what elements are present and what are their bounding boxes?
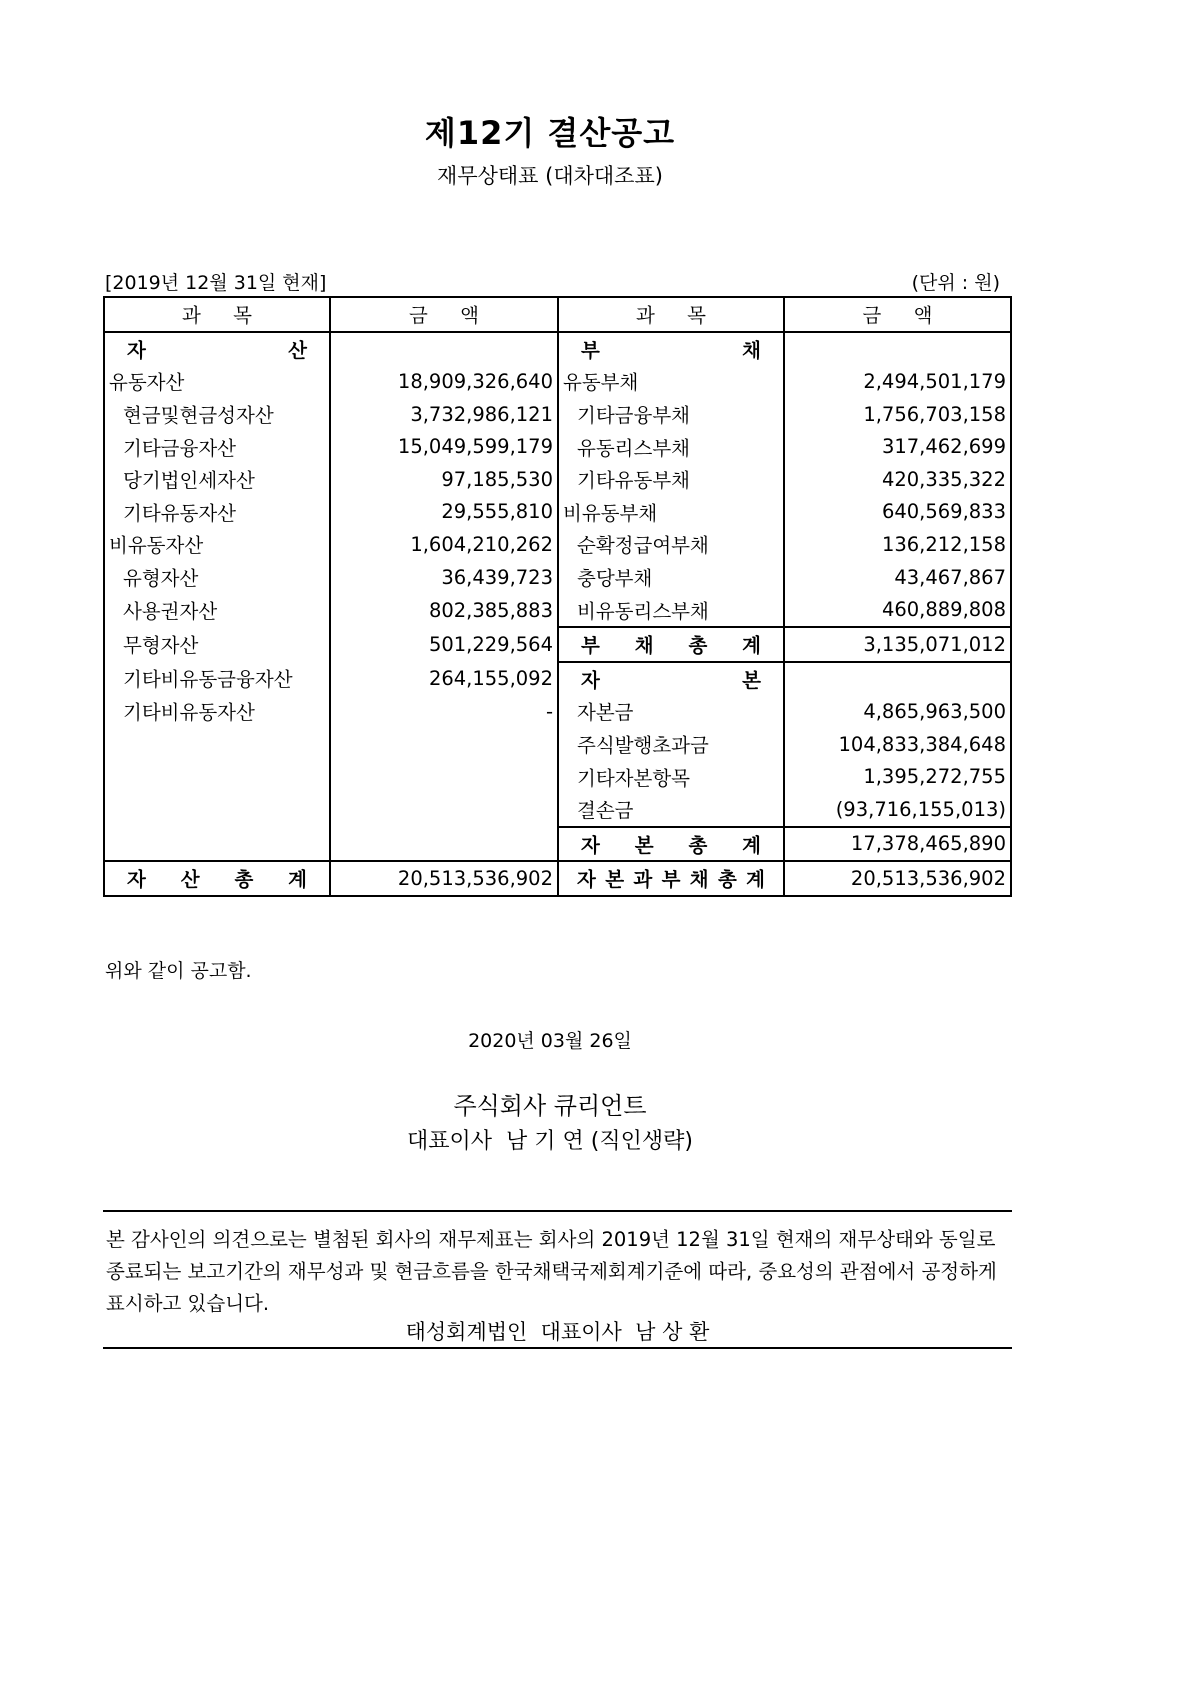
equity-total-value: 17,378,465,890	[784, 827, 1011, 862]
table-total-row	[104, 861, 1011, 896]
grand-total-label: 자 본 과 부 채 총 계	[558, 861, 784, 896]
table-row: 비유동자산 1,604,210,262 순확정급여부채 136,212,158	[104, 528, 1011, 561]
header-item-left: 과 목	[104, 297, 330, 332]
grand-total-value: 20,513,536,902	[784, 861, 1011, 896]
balance-sheet-table	[103, 296, 1012, 897]
assets-total-label: 자 산 총 계	[104, 861, 330, 896]
page-subtitle: 재무상태표 (대차대조표)	[437, 164, 663, 188]
announcement-date: 2020년 03월 26일	[468, 1030, 632, 1052]
liabilities-heading: 부 채	[558, 332, 784, 366]
unit-label: (단위 : 원)	[911, 272, 1000, 294]
notice-text: 위와 같이 공고함.	[105, 960, 252, 982]
header-amount-right: 금 액	[784, 297, 1011, 332]
equity-heading: 자 본	[558, 662, 784, 696]
table-row: 무형자산 501,229,564 부 채 총 계 3,135,071,012	[104, 627, 1011, 662]
as-of-date: [2019년 12월 31일 현재]	[105, 272, 327, 294]
table-row: 유동자산 18,909,326,640 유동부채 2,494,501,179	[104, 365, 1011, 398]
header-item-right: 과 목	[558, 297, 784, 332]
auditor-name: 태성회계법인 대표이사 남 상 환	[405, 1320, 710, 1344]
audit-opinion-text: 본 감사인의 의견으로는 별첨된 회사의 재무제표는 회사의 2019년 12월 31일 현재의 재무상태와 동일로 종료되는 보고기간의 재무성과 및 현금흐름을 한국채택국제회계기준에 따라, 중요성의 관점에서 공정하게 표시하고 있습니다.	[106, 1228, 997, 1315]
table-row: 결손금 (93,716,155,013)	[104, 793, 1011, 827]
table-row: 기타비유동금융자산 264,155,092 자 본	[104, 662, 1011, 696]
table-row: 사용권자산 802,385,883 비유동리스부채 460,889,808	[104, 593, 1011, 627]
ceo-name: 대표이사 남 기 연 (직인생략)	[407, 1129, 693, 1154]
company-name: 주식회사 큐리언트	[453, 1092, 647, 1120]
assets-total-value: 20,513,536,902	[330, 861, 558, 896]
table-row	[104, 827, 1011, 862]
table-row: 유형자산 36,439,723 충당부채 43,467,867	[104, 561, 1011, 594]
table-row: 현금및현금성자산 3,732,986,121 기타금융부채 1,756,703,158	[104, 398, 1011, 431]
table-row: 당기법인세자산 97,185,530 기타유동부채 420,335,322	[104, 463, 1011, 496]
table-row: 기타자본항목 1,395,272,755	[104, 760, 1011, 793]
table-row: 주식발행초과금 104,833,384,648	[104, 728, 1011, 761]
liabilities-total-label: 부 채 총 계	[558, 627, 784, 662]
table-row	[104, 332, 1011, 366]
header-amount-left: 금 액	[330, 297, 558, 332]
table-header-row	[104, 297, 1011, 332]
table-row: 기타비유동자산 - 자본금 4,865,963,500	[104, 695, 1011, 728]
audit-opinion-box	[103, 1210, 1012, 1349]
assets-heading: 자 산	[104, 332, 330, 366]
equity-total-label: 자 본 총 계	[558, 827, 784, 862]
liabilities-total-value: 3,135,071,012	[784, 627, 1011, 662]
page-title: 제12기 결산공고	[424, 114, 676, 152]
table-row: 기타금융자산 15,049,599,179 유동리스부채 317,462,699	[104, 430, 1011, 463]
table-row: 기타유동자산 29,555,810 비유동부채 640,569,833	[104, 496, 1011, 529]
